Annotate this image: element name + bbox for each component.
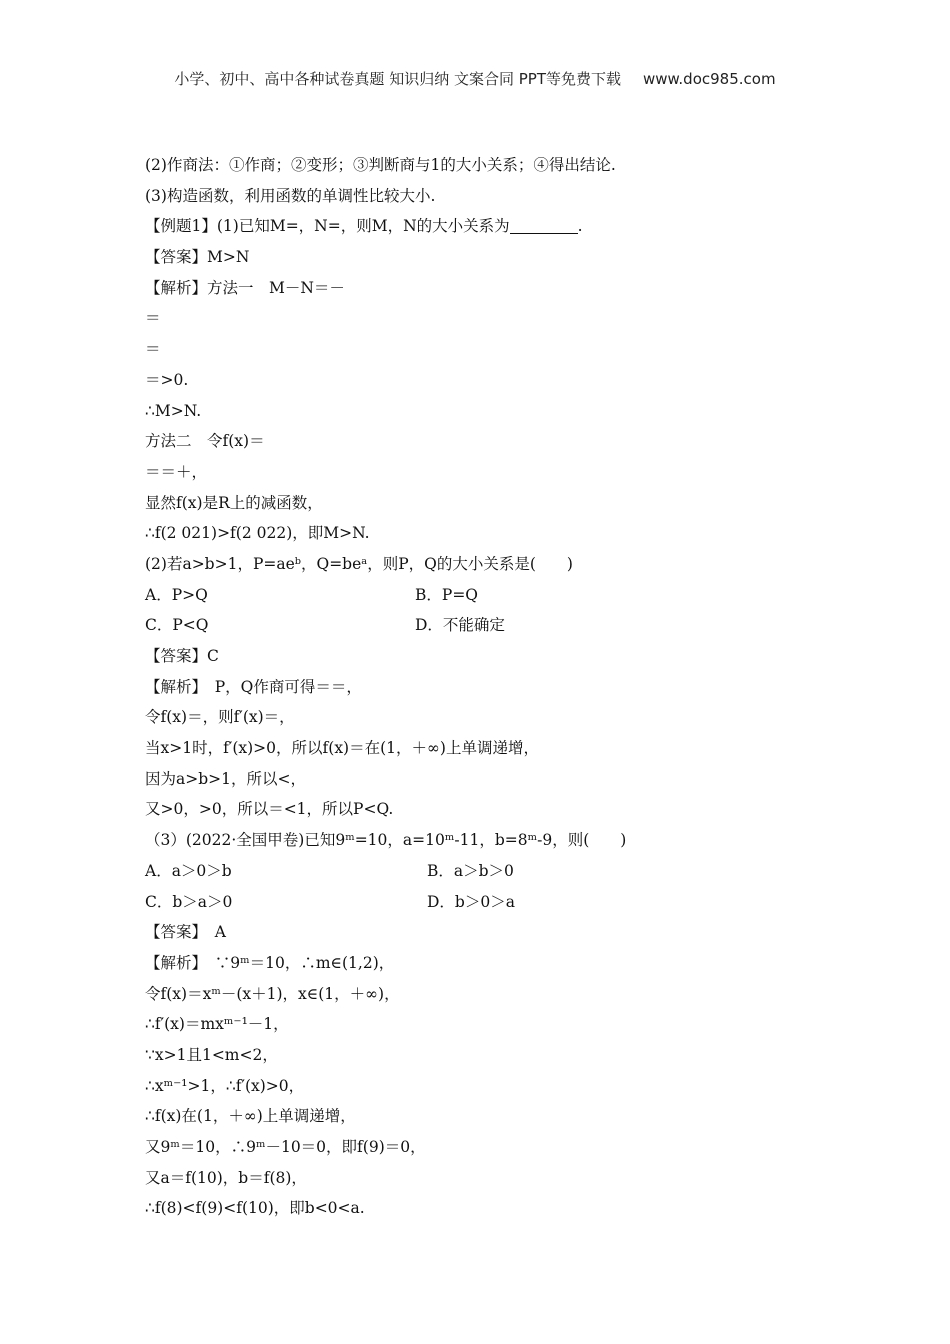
text-line: 令f(x)＝，则f′(x)＝， — [145, 708, 295, 727]
text-line: 方法二 令f(x)＝ — [145, 432, 265, 451]
analysis-line: 【解析】方法一 M－N＝－ — [145, 278, 345, 297]
answer-line: 【答案】M>N — [145, 248, 250, 267]
option-d: D．不能确定 — [415, 616, 505, 635]
text-line: ∵x>1且1<m<2， — [145, 1045, 278, 1064]
question-3-options-row — [145, 887, 845, 918]
option-c: C．b＞a＞0 — [145, 892, 233, 911]
question-2: (2)若a>b>1，P=aeᵇ，Q=beᵃ，则P，Q的大小关系是( ) — [145, 554, 573, 573]
analysis-line: 【解析】 P，Q作商可得＝＝， — [145, 677, 362, 696]
text-line: ∴f(2 021)>f(2 022)，即M>N. — [145, 524, 370, 543]
text-line: 又9ᵐ＝10，∴9ᵐ－10＝0，即f(9)＝0， — [145, 1138, 426, 1156]
page-header — [0, 68, 950, 89]
text-line: ＝ — [145, 309, 161, 328]
answer-line: 【答案】 A — [145, 923, 226, 942]
text-line: ∴f′(x)＝mxᵐ⁻¹－1， — [145, 1015, 289, 1034]
answer-blank — [510, 215, 578, 234]
option-a: A．a＞0＞b — [145, 861, 232, 880]
text-line: 因为a>b>1，所以<， — [145, 769, 306, 788]
text-line: ∴xᵐ⁻¹>1，∴f′(x)>0， — [145, 1076, 305, 1095]
text-line: ＝＝＋， — [145, 462, 208, 481]
header-site: www.doc985.com — [642, 70, 776, 88]
analysis-line: 【解析】 ∵9ᵐ＝10，∴m∈(1,2)， — [145, 953, 395, 972]
text-line: 显然f(x)是R上的减函数， — [145, 493, 323, 512]
example-1-question: 【例题1】(1)已知M=，N=，则M，N的大小关系为 . — [145, 217, 583, 236]
text-line: 又a＝f(10)，b＝f(8)， — [145, 1168, 307, 1187]
text-line: 当x>1时，f′(x)>0，所以f(x)＝在(1，＋∞)上单调递增， — [145, 739, 539, 758]
question-3: （3）(2022·全国甲卷)已知9ᵐ=10，a=10ᵐ-11，b=8ᵐ-9，则( ) — [145, 831, 627, 850]
question-2-options-row — [145, 610, 845, 641]
answer-line: 【答案】C — [145, 647, 219, 665]
question-2-options-row — [145, 580, 845, 611]
text-line: ＝>0. — [145, 370, 189, 389]
header-text: 小学、初中、高中各种试卷真题 知识归纳 文案合同 PPT等免费下载 — [174, 70, 621, 88]
text-line: 令f(x)＝xᵐ－(x＋1)，x∈(1，＋∞)， — [145, 984, 400, 1003]
text-line: (2)作商法：①作商；②变形；③判断商与1的大小关系；④得出结论. — [145, 156, 616, 174]
text-line: ∴M>N. — [145, 401, 202, 420]
text-line: (3)构造函数，利用函数的单调性比较大小. — [145, 186, 436, 205]
text-line: ＝ — [145, 340, 161, 359]
text-line: ∴f(x)在(1，＋∞)上单调递增， — [145, 1107, 356, 1126]
option-b: B．a＞b＞0 — [427, 861, 514, 880]
option-b: B．P=Q — [415, 585, 479, 604]
text-line: ∴f(8)<f(9)<f(10)，即b<0<a. — [145, 1199, 365, 1218]
option-a: A．P>Q — [145, 585, 208, 604]
question-3-options-row — [145, 856, 845, 887]
option-d: D．b＞0＞a — [427, 892, 515, 911]
option-c: C．P<Q — [145, 616, 209, 635]
text-line: 又>0，>0，所以＝<1，所以P<Q. — [145, 800, 394, 819]
document-body — [145, 150, 845, 1224]
